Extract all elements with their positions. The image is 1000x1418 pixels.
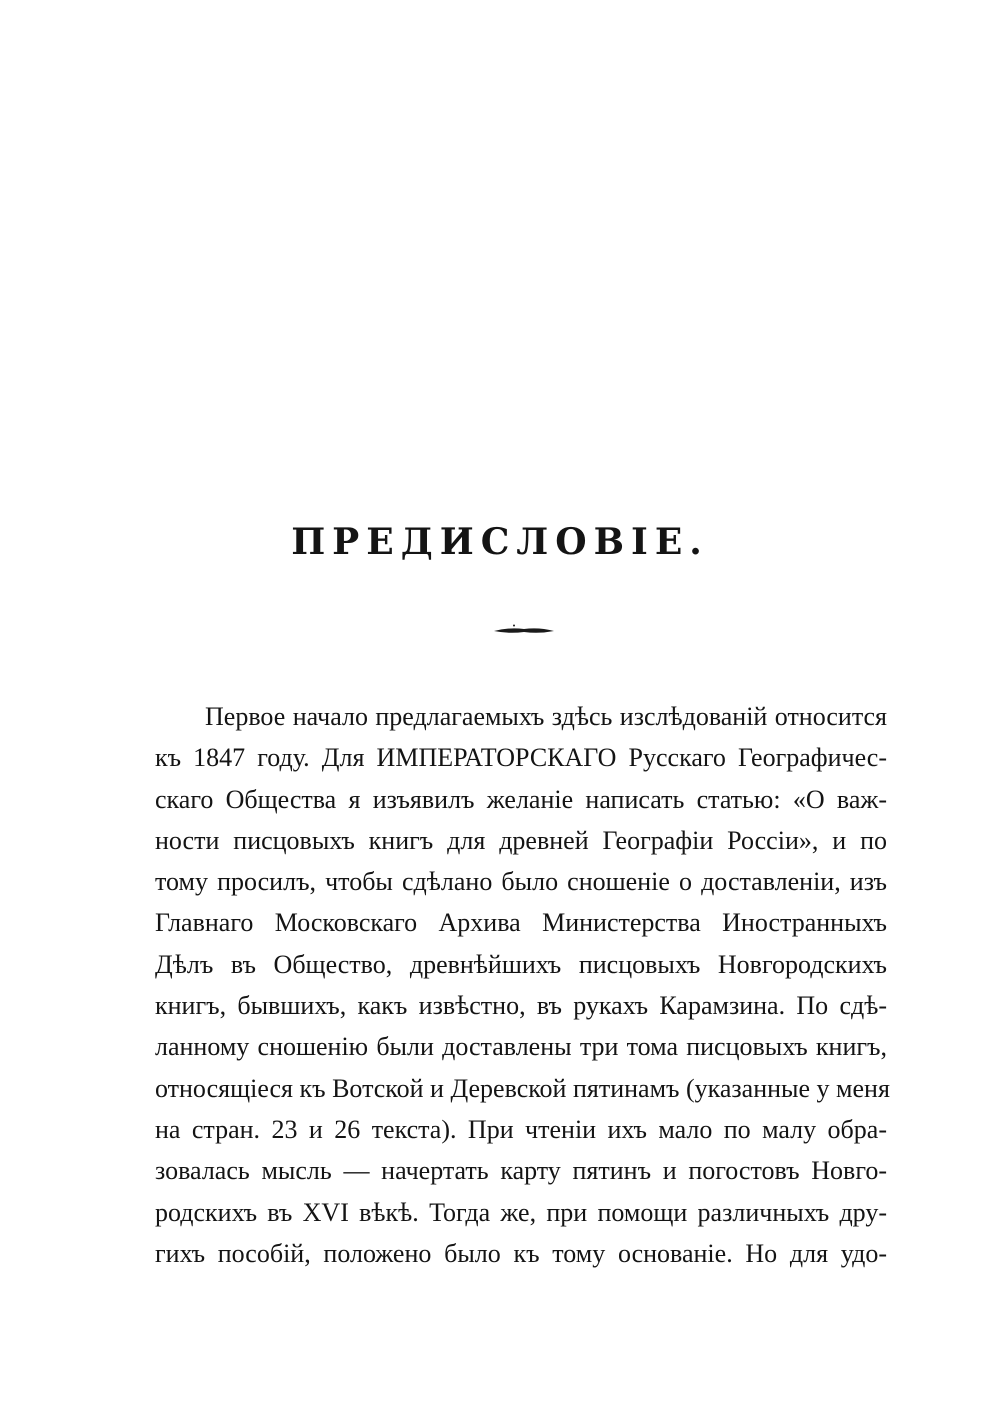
text-line: тому просилъ, чтобы сдѣлано было сношеніе о доставленіи, изъ (155, 867, 887, 897)
text-line: ности писцовыхъ книгъ для древней Географіи Россіи», и по (155, 825, 887, 855)
text-line: къ 1847 году. Для ИМПЕРАТОРСКАГО Русскаго Географичес- (155, 743, 887, 773)
text-line: скаго Общества я изъявилъ желаніе написать статью: «О важ- (155, 784, 887, 814)
text-line: Дѣлъ въ Общество, древнѣйшихъ писцовыхъ Новгородскихъ (155, 949, 887, 979)
text-line: книгъ, бывшихъ, какъ извѣстно, въ рукахъ Карамзина. По сдѣ- (155, 991, 887, 1021)
dash-ornament-icon (494, 624, 554, 636)
text-line: относящіеся къ Вотской и Деревской пятинамъ (указанные у меня (155, 1073, 890, 1103)
text-line: гихъ пособій, положено было къ тому основаніе. Но для удо- (155, 1238, 887, 1268)
text-line: Главнаго Московскаго Архива Министерства Иностранныхъ (155, 908, 887, 938)
text-line: Первое начало предлагаемыхъ здѣсь изслѣдованій относится (205, 702, 887, 731)
preface-paragraph (155, 696, 890, 1274)
text-line: родскихъ въ XVI вѣкѣ. Тогда же, при помощи различныхъ дру- (155, 1197, 887, 1227)
text-line: зовалась мысль — начертать карту пятинъ и погостовъ Новго- (155, 1156, 887, 1186)
page-title: ПРЕДИСЛОВІЕ. (291, 521, 709, 563)
text-line: на стран. 23 и 26 текста). При чтеніи ихъ мало по малу обра- (155, 1114, 887, 1144)
text-line: ланному сношенію были доставлены три тома писцовыхъ книгъ, (155, 1032, 887, 1062)
